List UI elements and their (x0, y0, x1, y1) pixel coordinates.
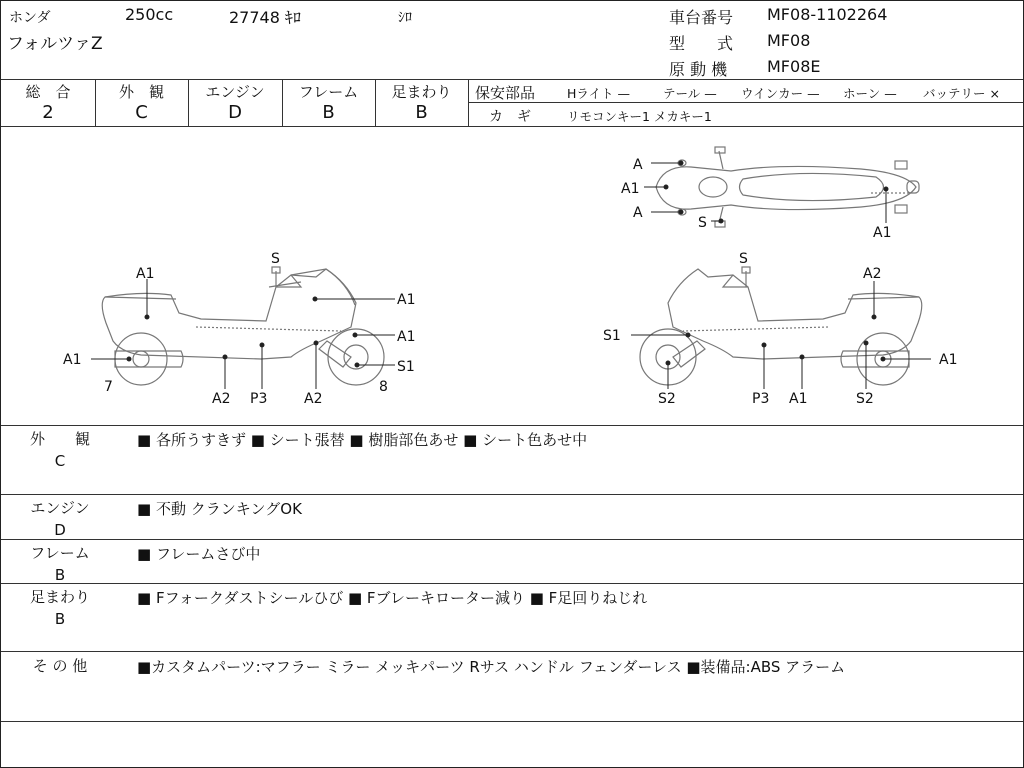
frame-no: MF08-1102264 (767, 5, 888, 24)
damage-diagram (1, 127, 1023, 425)
grade-engine-label: エンジン (205, 83, 265, 101)
grade-suspension-value: B (415, 102, 428, 123)
note-frame-category: フレーム B (30, 544, 90, 584)
note-frame-text: ■ フレームさび中 (137, 545, 261, 563)
label-left-s1: S1 (397, 359, 415, 375)
divider (1, 539, 1023, 540)
grade-overall-label: 総 合 (25, 83, 71, 101)
divider (469, 102, 1023, 103)
grade-engine-value: D (228, 102, 242, 123)
label-left-a1-fork: A1 (397, 329, 416, 345)
note-suspension-text: ■ Fフォークダストシールひび ■ Fブレーキローター減り ■ F足回りねじれ (137, 589, 648, 607)
label-top-a-lower: A (633, 205, 643, 221)
label-left-p3: P3 (250, 391, 268, 407)
label-right-a2: A2 (863, 266, 882, 282)
grade-exterior-value: C (135, 102, 148, 123)
note-exterior-category: 外 観 C (29, 430, 90, 470)
label-top-a1: A1 (621, 181, 640, 197)
note-engine-text: ■ 不動 クランキングOK (137, 500, 302, 518)
engine-value: MF08E (767, 57, 821, 76)
label-right-a1-rear: A1 (939, 352, 958, 368)
maker: ホンダ (9, 10, 51, 26)
type-value: MF08 (767, 31, 811, 50)
grade-overall-value: 2 (42, 102, 54, 123)
divider (1, 494, 1023, 495)
scooter-left-view (102, 267, 384, 385)
divider (1, 79, 1023, 80)
note-exterior-text: ■ 各所うすきず ■ シート張替 ■ 樹脂部色あせ ■ シート色あせ中 (137, 431, 588, 449)
safety-winker: ウインカー — (741, 86, 820, 101)
note-other-text: ■カスタムパーツ:マフラー ミラー メッキパーツ Rサス ハンドル フェンダーレス ■装備品:ABS アラーム (137, 658, 846, 676)
label-left-a1-front: A1 (397, 292, 416, 308)
note-other-category: そ の 他 (32, 657, 88, 675)
divider (1, 583, 1023, 584)
note-engine-category: エンジン D (30, 499, 90, 539)
frame-no-label: 車台番号 (669, 8, 734, 27)
label-right-s2-a: S2 (658, 391, 676, 407)
label-top-a1-rear: A1 (873, 225, 892, 241)
mileage: 27748 ｷﾛ (229, 8, 301, 27)
label-top-a: A (633, 157, 643, 173)
key-value: リモコンキー1 メカキー1 (567, 109, 712, 124)
safety-horn: ホーン — (843, 86, 897, 101)
color: ｼﾛ (398, 10, 412, 26)
label-right-s1: S1 (603, 328, 621, 344)
divider (1, 425, 1023, 426)
grade-frame-label: フレーム (298, 83, 359, 101)
divider (468, 79, 469, 126)
label-right-a1-bottom: A1 (789, 391, 808, 407)
label-left-a1-seat: A1 (136, 266, 155, 282)
label-left-7: 7 (104, 379, 113, 395)
displacement: 250cc (125, 5, 174, 24)
label-top-s: S (698, 215, 707, 231)
scooter-right-view (640, 267, 922, 385)
label-left-8: 8 (379, 379, 388, 395)
divider (1, 651, 1023, 652)
divider (1, 721, 1023, 722)
safety-battery: バッテリー × (923, 86, 1000, 101)
safety-label: 保安部品 (475, 84, 536, 102)
engine-label: 原 動 機 (669, 60, 728, 79)
label-left-a2-b: A2 (304, 391, 323, 407)
label-left-s: S (271, 251, 280, 267)
safety-hlight: Hライト — (567, 86, 631, 101)
label-left-a2-a: A2 (212, 391, 231, 407)
label-left-a1-rear: A1 (63, 352, 82, 368)
grade-frame-value: B (322, 102, 335, 123)
model-name: フォルツァZ (7, 34, 103, 54)
grade-exterior-label: 外 観 (118, 83, 164, 101)
label-right-p3: P3 (752, 391, 770, 407)
label-right-s2-b: S2 (856, 391, 874, 407)
label-right-s: S (739, 251, 748, 267)
safety-tail: テール — (663, 86, 717, 101)
grade-suspension-label: 足まわり (391, 83, 452, 101)
note-suspension-category: 足まわり B (29, 588, 90, 628)
type-label: 型 式 (669, 34, 734, 53)
scooter-top-view (656, 147, 919, 227)
key-label: カ ギ (489, 109, 531, 125)
